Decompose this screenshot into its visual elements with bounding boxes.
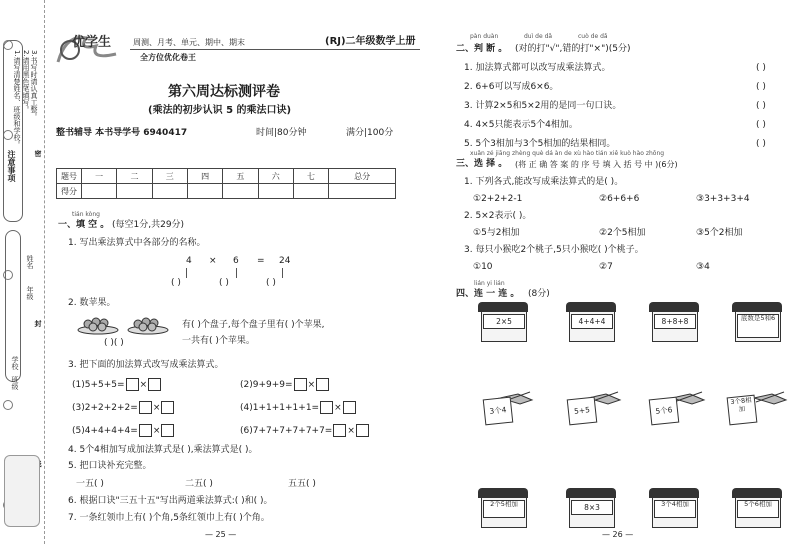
score-table-header-row bbox=[57, 169, 396, 184]
grade-label: 年级 bbox=[26, 286, 34, 300]
section2-heading: 二、判 断 。 bbox=[456, 44, 508, 54]
judge-blank[interactable]: ( ) bbox=[756, 120, 766, 130]
pointer-line bbox=[236, 268, 237, 278]
bird-card-label: 3个8相加 bbox=[727, 395, 758, 426]
section3-pinyin: xuǎn zé jiāng zhèng què dá àn de xù hào tián xiě kuò hào zhōng bbox=[470, 150, 665, 157]
time-label: 时间|80分钟 bbox=[256, 128, 307, 138]
choice-option[interactable]: ②6+6+6 bbox=[599, 194, 640, 204]
notice-title: 注意事项 bbox=[7, 150, 16, 182]
logo-text: 优学生 bbox=[72, 35, 112, 50]
q2-line2: 一共有( )个苹果。 bbox=[182, 336, 255, 346]
class-label: 班级 bbox=[11, 376, 19, 390]
header-rule bbox=[130, 49, 420, 50]
judge-item: 2. 6+6可以写成6×6。 bbox=[464, 82, 559, 92]
choice-option[interactable]: ①2+2+2-1 bbox=[473, 194, 523, 204]
judge-item: 5. 5个3相加与3个5相加的结果相同。 bbox=[464, 139, 616, 149]
match-label: 5个6相加 bbox=[737, 500, 779, 518]
q2-line1: 有( )个盘子,每个盘子里有( )个苹果, bbox=[182, 320, 325, 330]
q1-text: 1. 写出乘法算式中各部分的名称。 bbox=[68, 238, 206, 248]
match-label: 8×3 bbox=[571, 500, 613, 515]
q3-text: 3. 把下面的加法算式改写成乘法算式。 bbox=[68, 360, 224, 370]
match-label: 2个5相加 bbox=[483, 500, 525, 518]
match-label: 4+4+4 bbox=[571, 314, 613, 329]
pointer-line bbox=[186, 268, 187, 278]
choice-option[interactable]: ②7 bbox=[599, 262, 613, 272]
bird-card[interactable] bbox=[472, 390, 534, 430]
page-title: 第六周达标测评卷 bbox=[168, 84, 280, 100]
apple-plates-illustration bbox=[76, 314, 172, 336]
match-label: 8+8+8 bbox=[654, 314, 696, 329]
q3-item: (2)9+9+9= × bbox=[240, 378, 330, 391]
page-number-right: — 26 — bbox=[602, 530, 634, 539]
score-header-cell: 一 bbox=[82, 169, 117, 184]
code-line: 整书辅导 本书导学号 6940417 bbox=[56, 128, 188, 138]
choice-option[interactable]: ③3+3+3+4 bbox=[696, 194, 750, 204]
score-header-cell: 总分 bbox=[329, 169, 396, 184]
header-tagline-bottom: 全方位优化卷王 bbox=[140, 53, 196, 62]
eq-op: × bbox=[209, 256, 217, 266]
section4-heading: 四、连 一 连 。 bbox=[456, 289, 520, 299]
notice-line: 2.请用黑色笔填写。 bbox=[22, 50, 30, 113]
choice-option[interactable]: ③4 bbox=[696, 262, 710, 272]
judge-blank[interactable]: ( ) bbox=[756, 101, 766, 111]
notice-line: 1.请写清楚姓名、班级和学校。 bbox=[13, 50, 21, 148]
judge-blank[interactable]: ( ) bbox=[756, 82, 766, 92]
score-header-cell: 七 bbox=[293, 169, 328, 184]
match-box-top[interactable] bbox=[732, 302, 782, 342]
name-label: 姓名 bbox=[26, 255, 34, 269]
eq-term: 24 bbox=[279, 256, 291, 266]
binder-strip bbox=[0, 0, 45, 544]
choice-option[interactable]: ①5与2相加 bbox=[473, 228, 520, 238]
section1-pinyin: tián kòng bbox=[72, 211, 100, 218]
score-cell[interactable] bbox=[223, 184, 258, 199]
judge-item: 3. 计算2×5和5×2用的是同一句口诀。 bbox=[464, 101, 622, 111]
match-box-top[interactable] bbox=[478, 302, 528, 342]
section3-instruction: (将 正 确 答 案 的 序 号 填 入 括 号 中 )(6分) bbox=[515, 160, 678, 169]
answer-blank[interactable]: ( ) bbox=[266, 278, 276, 288]
score-table-row bbox=[57, 184, 396, 199]
choice-option[interactable]: ③5个2相加 bbox=[696, 228, 743, 238]
judge-blank[interactable]: ( ) bbox=[756, 63, 766, 73]
eq-term: 6 bbox=[233, 256, 239, 266]
q3-item: (6)7+7+7+7+7+7= × bbox=[240, 424, 370, 437]
school-label: 学校 bbox=[11, 356, 19, 370]
q2-under: ( )( ) bbox=[104, 338, 124, 348]
score-header-cell: 四 bbox=[187, 169, 222, 184]
section2-pinyin: cuò de dǎ bbox=[578, 33, 608, 40]
binder-hole bbox=[3, 400, 13, 410]
notice-line: 3.书写时请认真工整。 bbox=[30, 50, 38, 120]
q3-item: (5)4+4+4+4= × bbox=[72, 424, 175, 437]
answer-blank[interactable]: ( ) bbox=[171, 278, 181, 288]
eq-op: = bbox=[257, 256, 265, 266]
q5-item: 二五( ) bbox=[185, 479, 213, 489]
q3-item: (4)1+1+1+1+1= × bbox=[240, 401, 357, 414]
q4-text: 4. 5个4相加写成加法算式是( ),乘法算式是( )。 bbox=[68, 445, 258, 455]
q6-text: 6. 根据口诀"三五十五"写出两道乘法算式:( )和( )。 bbox=[68, 496, 273, 506]
section1-heading: 一、填 空 。 bbox=[58, 220, 110, 230]
score-cell[interactable] bbox=[117, 184, 152, 199]
section4-pinyin: lián yi lián bbox=[474, 280, 505, 287]
choice-question: 1. 下列各式,能改写成乘法算式的是( )。 bbox=[464, 177, 624, 187]
q5-item: 五五( ) bbox=[288, 479, 316, 489]
match-label: 3个4相加 bbox=[654, 500, 696, 518]
choice-option[interactable]: ②2个5相加 bbox=[599, 228, 646, 238]
eq-term: 4 bbox=[186, 256, 192, 266]
answer-blank[interactable]: ( ) bbox=[219, 278, 229, 288]
choice-question: 3. 每只小猴吃2个桃子,5只小猴吃( )个桃子。 bbox=[464, 245, 644, 255]
score-row-label: 得分 bbox=[57, 184, 82, 199]
section1-points: (每空1分,共29分) bbox=[112, 220, 185, 230]
judge-blank[interactable]: ( ) bbox=[756, 139, 766, 149]
score-cell[interactable] bbox=[329, 184, 396, 199]
section2-pinyin: pàn duàn bbox=[470, 33, 499, 40]
edition-label: (RJ)二年级数学上册 bbox=[325, 36, 416, 47]
score-header-cell: 题号 bbox=[57, 169, 82, 184]
seal-mark: 密 bbox=[34, 150, 42, 157]
match-box-bottom[interactable] bbox=[649, 488, 699, 528]
bird-card[interactable] bbox=[560, 390, 622, 430]
bird-card-label: 3个4 bbox=[483, 397, 514, 426]
bird-card-label: 5+5 bbox=[567, 397, 598, 426]
q3-item: (3)2+2+2+2= × bbox=[72, 401, 175, 414]
score-header-cell: 三 bbox=[152, 169, 187, 184]
bird-card-label: 5个6 bbox=[649, 397, 680, 426]
match-box-bottom[interactable] bbox=[732, 488, 782, 528]
score-cell[interactable] bbox=[258, 184, 293, 199]
match-box-bottom[interactable] bbox=[566, 488, 616, 528]
score-label: 满分|100分 bbox=[346, 128, 394, 138]
score-header-cell: 六 bbox=[258, 169, 293, 184]
choice-question: 2. 5×2表示( )。 bbox=[464, 211, 532, 221]
q5-text: 5. 把口诀补充完整。 bbox=[68, 461, 152, 471]
judge-item: 4. 4×5只能表示5个4相加。 bbox=[464, 120, 578, 130]
judge-item: 1. 加法算式都可以改写成乘法算式。 bbox=[464, 63, 611, 73]
q7-text: 7. 一条红领巾上有( )个角,5条红领巾上有( )个角。 bbox=[68, 513, 270, 523]
score-table bbox=[56, 168, 396, 199]
section4-points: (8分) bbox=[528, 289, 550, 299]
q2-text: 2. 数苹果。 bbox=[68, 298, 116, 308]
match-label: 2×5 bbox=[483, 314, 525, 329]
bird-card[interactable] bbox=[726, 390, 788, 430]
page-subtitle: (乘法的初步认识 5 的乘法口诀) bbox=[148, 105, 292, 116]
match-box-top[interactable] bbox=[649, 302, 699, 342]
score-header-cell: 二 bbox=[117, 169, 152, 184]
match-box-bottom[interactable] bbox=[478, 488, 528, 528]
header-tagline: 周测、月考、单元、期中、期末 bbox=[133, 38, 245, 47]
q3-item: (1)5+5+5= × bbox=[72, 378, 162, 391]
page-number-left: — 25 — bbox=[205, 530, 237, 539]
bird-card[interactable] bbox=[644, 390, 706, 430]
mini-logo bbox=[4, 455, 40, 527]
q5-item: 一五( ) bbox=[76, 479, 104, 489]
pointer-line bbox=[282, 268, 283, 278]
seal-mark: 封 bbox=[34, 320, 42, 327]
section2-pinyin: duì de dǎ bbox=[524, 33, 553, 40]
match-label: 底数是5和6 bbox=[737, 314, 779, 338]
section3-heading: 三、选 择 。 bbox=[456, 159, 508, 169]
score-cell[interactable] bbox=[187, 184, 222, 199]
score-cell[interactable] bbox=[293, 184, 328, 199]
score-cell[interactable] bbox=[82, 184, 117, 199]
section2-instruction: (对的打"√",错的打"×")(5分) bbox=[515, 44, 631, 54]
score-cell[interactable] bbox=[152, 184, 187, 199]
match-box-top[interactable] bbox=[566, 302, 616, 342]
choice-option[interactable]: ①10 bbox=[473, 262, 493, 272]
score-header-cell: 五 bbox=[223, 169, 258, 184]
